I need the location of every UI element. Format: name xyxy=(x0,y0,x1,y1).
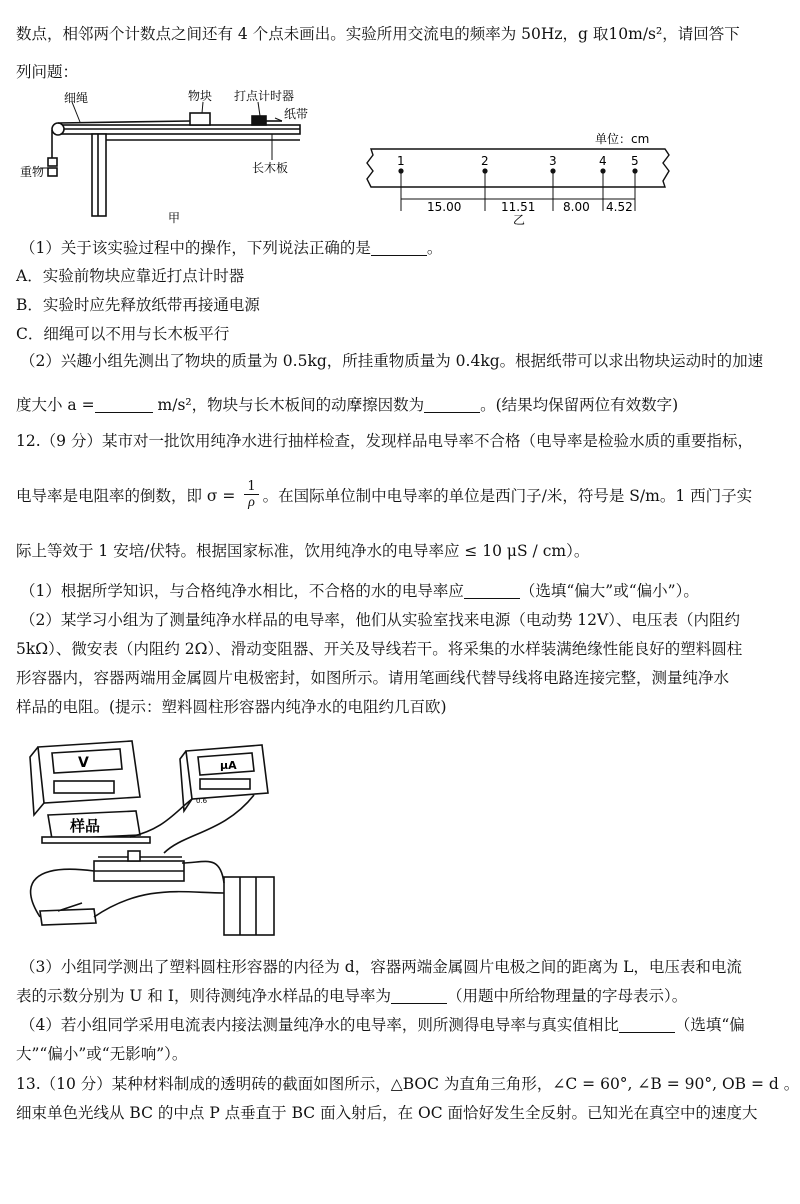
tape-unit: 单位：cm xyxy=(595,132,650,146)
intro-line-1: 数点，相邻两个计数点之间还有 4 个点未画出。实验所用交流电的频率为 50Hz，g 取10m/s²，请回答下 xyxy=(16,25,740,43)
intro-line-2: 列问题： xyxy=(16,63,79,81)
tape-dist-1: 15.00 xyxy=(427,200,462,214)
label-rope: 细绳 xyxy=(64,91,89,105)
tape-dist-3: 8.00 xyxy=(563,200,590,214)
q11-friction-blank[interactable] xyxy=(424,396,480,413)
q11-part2-line1: （2）兴趣小组先测出了物块的质量为 0.5kg，所挂重物质量为 0.4kg。根据纸带可以求出物块运动时的加速 xyxy=(20,352,764,370)
q12-part2-l3: 形容器内，容器两端用金属圆片电极密封，如图所示。请用笔画线代替导线将电路连接完整，测量纯净水 xyxy=(16,669,730,687)
figure-circuit xyxy=(24,733,324,943)
q12-part4-blank[interactable] xyxy=(619,1016,675,1033)
q12-sigma-eq: 电导率是电阻率的倒数，即 σ = xyxy=(16,487,236,505)
q12-part4-l1 xyxy=(20,1015,745,1035)
q12-fraction xyxy=(244,479,258,511)
ammeter-scale-label: 0.6 xyxy=(196,797,208,805)
q12-part3-blank[interactable] xyxy=(391,987,447,1004)
q12-line2 xyxy=(16,481,752,513)
label-tape: 纸带 xyxy=(284,107,309,121)
q12-part4-l2: 大”“偏小”或“无影响”）。 xyxy=(16,1045,188,1063)
q12-part3-l1: （3）小组同学测出了塑料圆柱形容器的内径为 d，容器两端金属圆片电极之间的距离为 L，电压表和电流 xyxy=(20,958,742,976)
q12-part3-a: 表的示数分别为 U 和 I，则待测纯净水样品的电导率为 xyxy=(16,987,391,1005)
q12-part1-blank[interactable] xyxy=(464,582,520,599)
microammeter-label: μA xyxy=(220,759,237,772)
figure-yi-tape xyxy=(365,125,685,225)
q11-part1 xyxy=(20,238,442,258)
tape-dist-2: 11.51 xyxy=(501,200,536,214)
figure-jia-apparatus xyxy=(20,88,320,228)
q12-part3-b: （用题中所给物理量的字母表示）。 xyxy=(446,987,688,1005)
q11-option-a: A．实验前物块应靠近打点计时器 xyxy=(16,267,245,285)
tape-point-label-3: 3 xyxy=(549,154,557,168)
tape-point-label-2: 2 xyxy=(481,154,489,168)
q11-part2-b: m/s²，物块与长木板间的动摩擦因数为 xyxy=(157,396,425,414)
q12-part4-a: （4）若小组同学采用电流表内接法测量纯净水的电导率，则所测得电导率与真实值相比 xyxy=(20,1016,619,1034)
q12-line3: 际上等效于 1 安培/伏特。根据国家标准，饮用纯净水的电导率应 ≤ 10 μS / cm）。 xyxy=(16,542,590,560)
q13-line1: 13.（10 分）某种材料制成的透明砖的截面如图所示，△BOC 为直角三角形，∠C = 60°, ∠B = 90°, OB = d 。 xyxy=(16,1075,800,1093)
q11-part2-a: 度大小 a = xyxy=(16,396,95,414)
q13-line2: 细束单色光线从 BC 的中点 P 点垂直于 BC 面入射后，在 OC 面恰好发生全反射。已知光在真空中的速度大 xyxy=(16,1104,758,1122)
q11-part2-line2 xyxy=(16,395,678,415)
sample-label: 样品 xyxy=(70,817,101,835)
q12-part2-l4: 样品的电阻。(提示：塑料圆柱形容器内纯净水的电阻约几百欧) xyxy=(16,698,447,716)
q12-line2-b: 。在国际单位制中电导率的单位是西门子/米，符号是 S/m。1 西门子实 xyxy=(262,487,753,505)
label-block: 物块 xyxy=(188,89,213,103)
q12-part1 xyxy=(20,581,699,601)
q11-option-c: C．细绳可以不用与长木板平行 xyxy=(16,325,230,343)
q12-head: 12.（9 分）某市对一批饮用纯净水进行抽样检查，发现样品电导率不合格（电导率是检验水质的重要指标， xyxy=(16,432,753,450)
tape-point-label-5: 5 xyxy=(631,154,639,168)
label-timer: 打点计时器 xyxy=(234,89,295,103)
q11-part2-c: 。(结果均保留两位有效数字) xyxy=(480,396,679,414)
q11-accel-blank[interactable] xyxy=(95,396,153,413)
q12-part1-b: （选填“偏大”或“偏小”）。 xyxy=(519,582,699,600)
q12-frac-den: ρ xyxy=(248,495,255,510)
label-board: 长木板 xyxy=(252,161,289,175)
q11-part1-blank[interactable] xyxy=(371,239,427,256)
tape-point-label-1: 1 xyxy=(397,154,405,168)
q11-option-b: B．实验时应先释放纸带再接通电源 xyxy=(16,296,260,314)
voltmeter-label: V xyxy=(78,755,89,771)
q12-part1-a: （1）根据所学知识，与合格纯净水相比，不合格的水的电导率应 xyxy=(20,582,464,600)
q12-part4-b: （选填“偏 xyxy=(674,1016,745,1034)
caption-yi: 乙 xyxy=(513,213,526,225)
q12-part3-l2 xyxy=(16,986,687,1006)
label-weight: 重物 xyxy=(20,165,45,179)
caption-jia: 甲 xyxy=(168,211,181,225)
q12-part2-l1: （2）某学习小组为了测量纯净水样品的电导率，他们从实验室找来电源（电动势 12V）、电压表（内阻约 xyxy=(20,611,740,629)
q11-part1-text: （1）关于该实验过程中的操作，下列说法正确的是 xyxy=(20,239,371,257)
q11-part1-end: 。 xyxy=(426,239,443,257)
tape-point-label-4: 4 xyxy=(599,154,607,168)
tape-dist-4: 4.52 xyxy=(606,200,633,214)
q12-frac-num: 1 xyxy=(244,479,258,495)
q12-part2-l2: 5kΩ）、微安表（内阻约 2Ω）、滑动变阻器、开关及导线若干。将采集的水样装满绝缘性能良好的塑料圆柱 xyxy=(16,640,743,658)
